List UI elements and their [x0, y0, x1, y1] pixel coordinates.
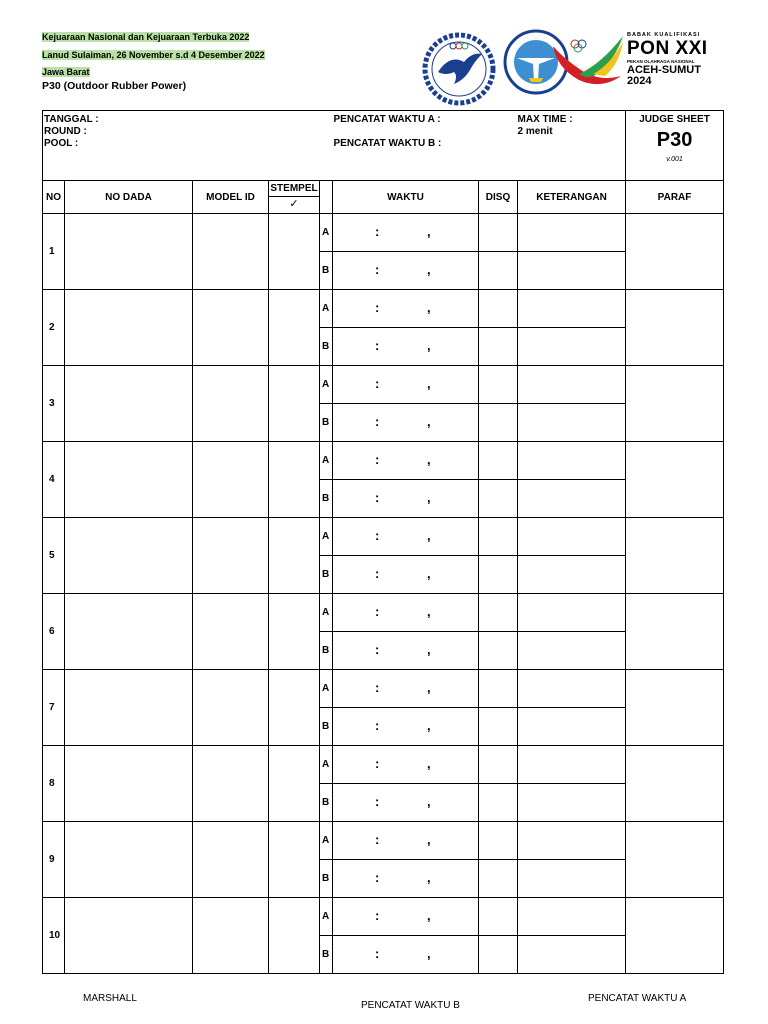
time-colon: : [375, 870, 380, 885]
waktu-cell[interactable] [333, 784, 479, 822]
timer-label: B [320, 632, 333, 670]
disq-cell[interactable] [479, 860, 518, 898]
waktu-cell[interactable] [333, 860, 479, 898]
waktu-cell[interactable] [333, 366, 479, 404]
entry-number: 7 [43, 670, 65, 746]
waktu-cell[interactable] [333, 404, 479, 442]
pon-swoosh-logo [549, 34, 625, 94]
entry-number: 2 [43, 290, 65, 366]
waktu-cell[interactable] [333, 290, 479, 328]
disq-cell[interactable] [479, 518, 518, 556]
entry-row [43, 442, 724, 480]
disq-cell[interactable] [479, 708, 518, 746]
paraf-cell[interactable] [626, 746, 724, 822]
time-colon: : [375, 452, 380, 467]
time-colon: : [375, 680, 380, 695]
entry-number: 8 [43, 746, 65, 822]
time-colon: : [375, 262, 380, 277]
col-waktu: WAKTU [333, 181, 479, 214]
time-comma: , [427, 338, 431, 353]
time-comma: , [427, 414, 431, 429]
pon-subtitle: PEKAN OLAHRAGA NASIONAL [627, 59, 695, 64]
waktu-cell[interactable] [333, 252, 479, 290]
disq-cell[interactable] [479, 290, 518, 328]
event-title-highlight: Kejuaraan Nasional dan Kejuaraan Terbuka 2022 [42, 32, 250, 42]
version-label: v.001 [666, 156, 683, 163]
entry-number: 5 [43, 518, 65, 594]
keterangan-cell[interactable] [518, 214, 626, 252]
no-dada-cell[interactable] [65, 746, 193, 822]
stempel-cell[interactable] [269, 366, 320, 442]
timer-label: B [320, 252, 333, 290]
timer-label: A [320, 290, 333, 328]
judge-sheet-code: P30 [656, 129, 693, 151]
stempel-cell[interactable] [269, 290, 320, 366]
time-colon: : [375, 642, 380, 657]
timer-label: A [320, 366, 333, 404]
disq-cell[interactable] [479, 366, 518, 404]
keterangan-cell[interactable] [518, 404, 626, 442]
model-id-cell[interactable] [193, 594, 269, 670]
judge-sheet-table [42, 110, 724, 974]
waktu-cell[interactable] [333, 746, 479, 784]
paraf-cell[interactable] [626, 898, 724, 974]
time-colon: : [375, 376, 380, 391]
disq-cell[interactable] [479, 594, 518, 632]
waktu-cell[interactable] [333, 328, 479, 366]
pool-label: POOL : [44, 138, 79, 149]
waktu-cell[interactable] [333, 822, 479, 860]
disq-cell[interactable] [479, 480, 518, 518]
time-colon: : [375, 338, 380, 353]
no-dada-cell[interactable] [65, 670, 193, 746]
col-paraf: PARAF [626, 181, 724, 214]
max-time-label: MAX TIME : [517, 114, 573, 125]
keterangan-cell[interactable] [518, 822, 626, 860]
event-class: P30 (Outdoor Rubber Power) [42, 80, 187, 92]
time-comma: , [427, 946, 431, 961]
stempel-cell[interactable] [269, 822, 320, 898]
time-colon: : [375, 604, 380, 619]
keterangan-cell[interactable] [518, 898, 626, 936]
entry-rows [43, 214, 724, 974]
timer-label: A [320, 822, 333, 860]
event-location-highlight: Lanud Sulaiman, 26 November s.d 4 Desember 2022 [42, 50, 265, 60]
stempel-cell[interactable] [269, 594, 320, 670]
info-left [43, 111, 333, 181]
check-icon: ✓ [289, 198, 299, 210]
federation-bird-logo [420, 32, 498, 106]
time-colon: : [375, 794, 380, 809]
stempel-cell[interactable] [269, 670, 320, 746]
keterangan-cell[interactable] [518, 328, 626, 366]
time-comma: , [427, 756, 431, 771]
paraf-cell[interactable] [626, 214, 724, 290]
entry-number: 6 [43, 594, 65, 670]
stempel-cell[interactable] [269, 518, 320, 594]
col-no: NO [43, 181, 65, 214]
entry-row [43, 594, 724, 632]
keterangan-cell[interactable] [518, 594, 626, 632]
waktu-cell[interactable] [333, 708, 479, 746]
event-province [42, 67, 90, 78]
no-dada-cell[interactable] [65, 214, 193, 290]
disq-cell[interactable] [479, 670, 518, 708]
event-province-highlight: Jawa Barat [42, 67, 90, 77]
no-dada-cell[interactable] [65, 518, 193, 594]
model-id-cell[interactable] [193, 746, 269, 822]
time-colon: : [375, 908, 380, 923]
timer-label: A [320, 518, 333, 556]
keterangan-cell[interactable] [518, 442, 626, 480]
time-colon: : [375, 756, 380, 771]
timer-label: A [320, 670, 333, 708]
pon-qualification-label: BABAK KUALIFIKASI [627, 32, 701, 38]
event-location [42, 50, 265, 61]
pon-title: PON XXI [627, 38, 708, 59]
keterangan-cell[interactable] [518, 518, 626, 556]
disq-cell[interactable] [479, 328, 518, 366]
paraf-cell[interactable] [626, 670, 724, 746]
time-comma: , [427, 300, 431, 315]
waktu-cell[interactable] [333, 594, 479, 632]
info-maxtime [518, 111, 626, 181]
col-disq: DISQ [479, 181, 518, 214]
marshall-signature-label: MARSHALL [83, 993, 137, 1004]
time-comma: , [427, 718, 431, 733]
keterangan-cell[interactable] [518, 708, 626, 746]
time-comma: , [427, 604, 431, 619]
pencatat-a-label: PENCATAT WAKTU A : [333, 114, 441, 125]
info-middle [333, 111, 518, 181]
no-dada-cell[interactable] [65, 442, 193, 518]
time-comma: , [427, 832, 431, 847]
keterangan-cell[interactable] [518, 746, 626, 784]
disq-cell[interactable] [479, 442, 518, 480]
entry-row [43, 822, 724, 860]
waktu-cell[interactable] [333, 442, 479, 480]
entry-number: 10 [43, 898, 65, 974]
pencatat-a-signature-label: PENCATAT WAKTU A [588, 993, 687, 1004]
keterangan-cell[interactable] [518, 860, 626, 898]
keterangan-cell[interactable] [518, 784, 626, 822]
time-comma: , [427, 642, 431, 657]
waktu-cell[interactable] [333, 670, 479, 708]
entry-row [43, 670, 724, 708]
timer-label: B [320, 860, 333, 898]
keterangan-cell[interactable] [518, 632, 626, 670]
paraf-cell[interactable] [626, 518, 724, 594]
disq-cell[interactable] [479, 252, 518, 290]
disq-cell[interactable] [479, 746, 518, 784]
disq-cell[interactable] [479, 632, 518, 670]
pencatat-b-signature-label: PENCATAT WAKTU B [361, 1000, 460, 1011]
model-id-cell[interactable] [193, 290, 269, 366]
disq-cell[interactable] [479, 936, 518, 974]
time-comma: , [427, 262, 431, 277]
entry-row [43, 290, 724, 328]
time-comma: , [427, 452, 431, 467]
paraf-cell[interactable] [626, 822, 724, 898]
keterangan-cell[interactable] [518, 670, 626, 708]
timer-label: B [320, 784, 333, 822]
disq-cell[interactable] [479, 822, 518, 860]
keterangan-cell[interactable] [518, 290, 626, 328]
timer-label: A [320, 746, 333, 784]
keterangan-cell[interactable] [518, 480, 626, 518]
keterangan-cell[interactable] [518, 556, 626, 594]
info-row [43, 111, 724, 181]
col-keterangan: KETERANGAN [518, 181, 626, 214]
disq-cell[interactable] [479, 784, 518, 822]
pon-xxi-logo [627, 32, 737, 98]
pencatat-b-label: PENCATAT WAKTU B : [333, 138, 442, 149]
time-colon: : [375, 528, 380, 543]
col-model-id: MODEL ID [193, 181, 269, 214]
disq-cell[interactable] [479, 214, 518, 252]
time-comma: , [427, 490, 431, 505]
paraf-cell[interactable] [626, 442, 724, 518]
timer-label: B [320, 328, 333, 366]
judge-sheet-title: JUDGE SHEET [639, 114, 710, 125]
timer-label: B [320, 480, 333, 518]
entry-row [43, 746, 724, 784]
paraf-cell[interactable] [626, 290, 724, 366]
pon-swoosh-icon [549, 34, 625, 94]
pon-region: ACEH-SUMUT [627, 64, 701, 76]
no-dada-cell[interactable] [65, 822, 193, 898]
entry-row [43, 518, 724, 556]
entry-row [43, 214, 724, 252]
stempel-cell[interactable] [269, 442, 320, 518]
model-id-cell[interactable] [193, 898, 269, 974]
entry-number: 1 [43, 214, 65, 290]
stempel-cell[interactable] [269, 746, 320, 822]
no-dada-cell[interactable] [65, 290, 193, 366]
col-no-dada: NO DADA [65, 181, 193, 214]
time-comma: , [427, 908, 431, 923]
model-id-cell[interactable] [193, 442, 269, 518]
time-comma: , [427, 680, 431, 695]
model-id-cell[interactable] [193, 518, 269, 594]
waktu-cell[interactable] [333, 556, 479, 594]
time-colon: : [375, 224, 380, 239]
waktu-cell[interactable] [333, 936, 479, 974]
disq-cell[interactable] [479, 404, 518, 442]
time-colon: : [375, 300, 380, 315]
timer-label: B [320, 936, 333, 974]
waktu-cell[interactable] [333, 214, 479, 252]
timer-label: B [320, 708, 333, 746]
time-colon: : [375, 832, 380, 847]
timer-label: A [320, 898, 333, 936]
no-dada-cell[interactable] [65, 366, 193, 442]
time-colon: : [375, 490, 380, 505]
stempel-cell[interactable] [269, 898, 320, 974]
model-id-cell[interactable] [193, 822, 269, 898]
pon-year: 2024 [627, 75, 652, 87]
keterangan-cell[interactable] [518, 366, 626, 404]
event-title [42, 32, 249, 43]
tanggal-label: TANGGAL : [44, 114, 99, 125]
model-id-cell[interactable] [193, 214, 269, 290]
waktu-cell[interactable] [333, 518, 479, 556]
time-colon: : [375, 718, 380, 733]
stempel-cell[interactable] [269, 214, 320, 290]
entry-number: 4 [43, 442, 65, 518]
disq-cell[interactable] [479, 556, 518, 594]
timer-label: B [320, 556, 333, 594]
federation-bird-emblem-icon [420, 32, 498, 106]
time-comma: , [427, 376, 431, 391]
timer-label: A [320, 442, 333, 480]
model-id-cell[interactable] [193, 366, 269, 442]
keterangan-cell[interactable] [518, 252, 626, 290]
waktu-cell[interactable] [333, 632, 479, 670]
stempel-label: STEMPEL [269, 181, 319, 197]
no-dada-cell[interactable] [65, 898, 193, 974]
time-comma: , [427, 566, 431, 581]
entry-number: 3 [43, 366, 65, 442]
time-comma: , [427, 870, 431, 885]
entry-row [43, 366, 724, 404]
time-comma: , [427, 528, 431, 543]
max-time-value: 2 menit [517, 126, 553, 137]
round-label: ROUND : [44, 126, 87, 137]
model-id-cell[interactable] [193, 670, 269, 746]
time-colon: : [375, 414, 380, 429]
judge-sheet-box [626, 111, 724, 181]
timer-label: B [320, 404, 333, 442]
no-dada-cell[interactable] [65, 594, 193, 670]
time-colon: : [375, 946, 380, 961]
col-ab [320, 181, 333, 214]
timer-label: A [320, 214, 333, 252]
time-colon: : [375, 566, 380, 581]
col-stempel [269, 181, 320, 214]
entry-number: 9 [43, 822, 65, 898]
waktu-cell[interactable] [333, 898, 479, 936]
waktu-cell[interactable] [333, 480, 479, 518]
paraf-cell[interactable] [626, 594, 724, 670]
keterangan-cell[interactable] [518, 936, 626, 974]
column-header-row [43, 181, 724, 214]
paraf-cell[interactable] [626, 366, 724, 442]
time-comma: , [427, 224, 431, 239]
timer-label: A [320, 594, 333, 632]
disq-cell[interactable] [479, 898, 518, 936]
entry-row [43, 898, 724, 936]
time-comma: , [427, 794, 431, 809]
